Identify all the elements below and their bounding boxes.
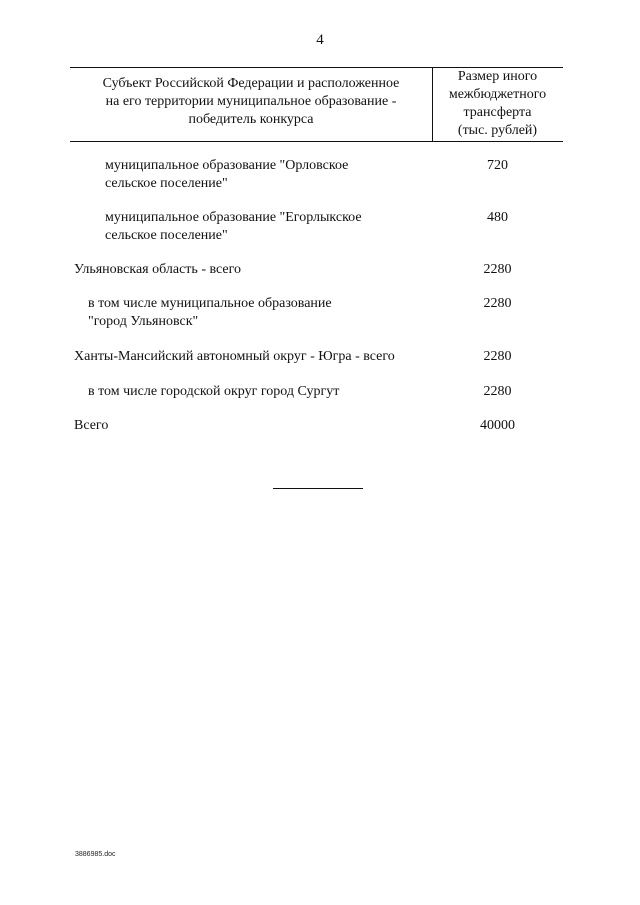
row-subject [105,209,362,245]
header-subject-line: Субъект Российской Федерации и расположенное [102,76,400,91]
header-amount-line: трансферта [463,105,532,120]
header-subject-line: на его территории муниципальное образование - [105,94,397,109]
closing-rule [273,488,363,489]
row-amount: 2280 [483,262,512,277]
row-subject-line: сельское поселение" [105,176,228,191]
row-subject-line: в том числе муниципальное образование [88,296,332,311]
header-amount [432,68,563,140]
row-amount: 2280 [483,349,512,364]
file-name: 3886985.doc [75,851,116,858]
row-subject-line: муниципальное образование "Егорлыкское [105,210,362,225]
row-subject-line: в том числе городской округ город Сургут [88,384,340,399]
header-amount-line: межбюджетного [448,87,547,102]
row-subject [74,348,395,366]
row-subject-line: сельское поселение" [105,228,228,243]
header-amount-line: (тыс. рублей) [457,123,538,138]
row-subject-line: муниципальное образование "Орловское [105,158,349,173]
header-subject-line: победитель конкурса [188,112,314,127]
row-subject-line: Ульяновская область - всего [74,262,241,277]
header-amount-line: Размер иного [457,69,538,84]
row-amount: 40000 [480,418,515,433]
header-subject [70,75,432,129]
row-subject [74,261,241,279]
row-subject-line: "город Ульяновск" [88,314,199,329]
row-subject [88,295,332,331]
row-amount: 480 [487,210,508,225]
row-amount: 2280 [483,296,512,311]
row-amount: 2280 [483,384,512,399]
table-header-rule [70,141,563,142]
row-amount: 720 [487,158,508,173]
row-subject-line: Ханты-Мансийский автономный округ - Югра - всего [74,349,395,364]
row-subject-line: Всего [74,418,109,433]
row-subject [105,157,348,193]
row-subject [88,383,339,401]
row-subject [74,417,108,435]
page-number: 4 [316,32,324,48]
